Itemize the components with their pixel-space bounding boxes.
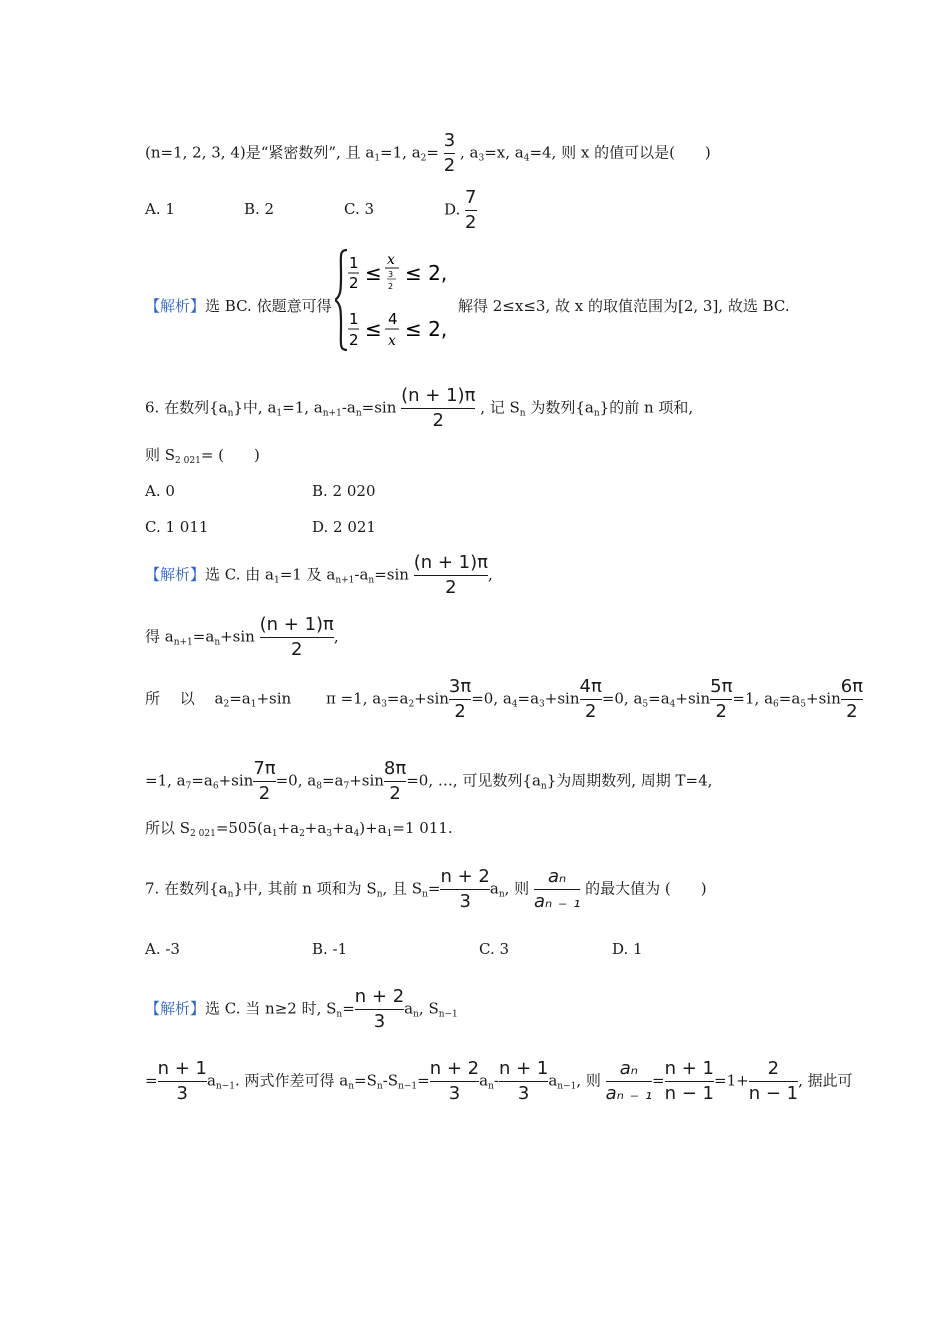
- fraction-n-plus-2-over-3: $\frac{n + 2}{3}$: [440, 866, 490, 912]
- svg-text:3: 3: [388, 270, 394, 279]
- q5-option-d: D. $\frac{7}{2}$: [444, 187, 477, 233]
- fraction-n-plus-1-over-3: $\frac{n + 1}{3}$: [498, 1058, 549, 1104]
- fraction-2-over-n-minus-1: $\frac{2}{n - 1}$: [748, 1058, 799, 1104]
- svg-text:4: 4: [388, 310, 398, 328]
- q7-option-a: A. -3: [145, 940, 180, 958]
- q7-stem-line: 7. 在数列$\{a_n\}$中, 其前 n 项和为 $S_n$, 且 $S_n=$ $\frac{n + 2}{3}$ $a_n$, 则 $\frac{\text{aₙ}}{\text{aₙ ₋ ₁}}$ 的最大值为 ( ): [145, 866, 707, 912]
- fraction-sin-arg: $\frac{(n + 1)\pi}{2}$: [259, 614, 334, 660]
- fraction-sin-arg: $\frac{(n + 1)\pi}{2}$: [401, 385, 476, 431]
- q6-option-a: A. 0: [145, 482, 175, 500]
- fraction-5pi-over-2: $\frac{5\pi}{2}$: [710, 676, 733, 722]
- q5-stem-line: (n=1, 2, 3, 4)是“紧密数列”, 且 $a_1=1$, $a_2=$ $\frac{3}{2}$ , $a_3=x$, $a_4=4$, 则 x 的值可以是( ): [145, 130, 711, 176]
- svg-text:≤ 2,: ≤ 2,: [405, 317, 448, 341]
- fraction-an-over-an-minus-1: $\frac{\text{aₙ}}{\text{aₙ ₋ ₁}}$: [605, 1058, 653, 1104]
- q5-option-b: B. 2: [244, 200, 275, 218]
- q6-solution-line-2: 得 $a_{n+1}=a_n+\sin$ $\frac{(n + 1)\pi}{2}$ ,: [145, 614, 339, 660]
- q6-option-d: D. 2 021: [312, 518, 376, 536]
- fraction-n-plus-1-over-3: $\frac{n + 1}{3}$: [157, 1058, 207, 1104]
- fraction-7-over-2: $\frac{7}{2}$: [465, 187, 477, 233]
- svg-text:1: 1: [349, 254, 359, 272]
- q5-inequality-system: [335, 246, 455, 356]
- q7-option-d: D. 1: [612, 940, 643, 958]
- q7-option-b: B. -1: [312, 940, 348, 958]
- fraction-8pi-over-2: $\frac{8\pi}{2}$: [383, 758, 407, 804]
- svg-text:2: 2: [349, 274, 359, 292]
- q6-solution-line-4: =1, $a_7=a_6+\sin$ $\frac{7\pi}{2}$ =0, $a_8=a_7+\sin$ $\frac{8\pi}{2}$ =0, …, 可见数列$\{a_n\}$为周期数列, 周期 T=4,: [145, 758, 713, 804]
- q5-solution: 【解析】选 BC. 依题意可得: [145, 297, 332, 315]
- svg-text:2: 2: [349, 331, 359, 349]
- analysis-tag: 【解析】: [145, 999, 206, 1018]
- svg-text:≤: ≤: [365, 261, 382, 285]
- fraction-n-plus-2-over-3: $\frac{n + 2}{3}$: [354, 986, 405, 1032]
- q6-option-b: B. 2 020: [312, 482, 376, 500]
- q6-solution-line-3: 所 以 $a_2=a_1+\sin$ π =1, $a_3=a_2+\sin$ $\frac{3\pi}{2}$ =0, $a_4=a_3+\sin$ $\frac{4\pi}{2}$ =0, $a_5=a_4+\sin$ $\frac{5\pi}{2}$ =1, $a_6=a_5+\sin$ $\frac{6\pi}{2}$: [145, 676, 864, 722]
- svg-text:x: x: [387, 252, 395, 268]
- svg-text:2: 2: [388, 282, 394, 291]
- q6-stem-line: 6. 在数列$\{a_n\}$中, $a_1=1$, $a_{n+1}-a_n=\sin$ $\frac{(n + 1)\pi}{2}$ , 记 $S_n$ 为数列$\{a_n\}$的前 n 项和,: [145, 385, 694, 431]
- analysis-tag: 【解析】: [145, 297, 206, 315]
- svg-text:x: x: [388, 333, 396, 349]
- q6-solution-line-1: 【解析】选 C. 由 $a_1=1$ 及 $a_{n+1}-a_n=\sin$ $\frac{(n + 1)\pi}{2}$ ,: [145, 552, 493, 598]
- fraction-3pi-over-2: $\frac{3\pi}{2}$: [448, 676, 472, 722]
- q7-solution-line-1: 【解析】选 C. 当 n≥2 时, $S_n=$ $\frac{n + 2}{3}$ $a_n$, $S_{n-1}$: [145, 986, 458, 1032]
- q6-solution-line-5: 所以 $S_{2 021}=505(a_1+a_2+a_3+a_4)+a_1=1$ 011.: [145, 819, 453, 839]
- q6-stem-line-2: 则 $S_{2 021}=$ ( ): [145, 446, 260, 466]
- q7-option-c: C. 3: [479, 940, 510, 958]
- analysis-tag: 【解析】: [145, 565, 206, 584]
- fraction-7pi-over-2: $\frac{7\pi}{2}$: [253, 758, 276, 804]
- fraction-n-plus-1-over-n-minus-1: $\frac{n + 1}{n - 1}$: [664, 1058, 715, 1104]
- q5-option-c: C. 3: [344, 200, 375, 218]
- q5-solution-result: 解得 2≤x≤3, 故 x 的取值范围为[2, 3], 故选 BC.: [458, 297, 790, 315]
- svg-text:≤ 2,: ≤ 2,: [405, 261, 448, 285]
- fraction-an-over-an-minus-1: $\frac{\text{aₙ}}{\text{aₙ ₋ ₁}}$: [533, 866, 581, 912]
- fraction-n-plus-2-over-3: $\frac{n + 2}{3}$: [429, 1058, 480, 1104]
- fraction-sin-arg: $\frac{(n + 1)\pi}{2}$: [413, 552, 488, 598]
- q6-option-c: C. 1 011: [145, 518, 209, 536]
- fraction-6pi-over-2: $\frac{6\pi}{2}$: [840, 676, 864, 722]
- svg-text:≤: ≤: [365, 317, 382, 341]
- svg-text:1: 1: [349, 310, 359, 328]
- q7-solution-line-2: = $\frac{n + 1}{3}$ $a_{n-1}$. 两式作差可得 $a_n=S_n-S_{n-1}=$ $\frac{n + 2}{3}$ $a_n-$ $\frac{n + 1}{3}$ $a_{n-1}$, 则 $\frac{\text{aₙ}}{\text{aₙ ₋ ₁}}$ = $\frac{n + 1}{n - 1}$ =1+ $\frac{2}{n - 1}$ , 据此可: [145, 1058, 853, 1104]
- fraction-3-over-2: $\frac{3}{2}$: [443, 130, 456, 176]
- q5-option-a: A. 1: [145, 200, 175, 218]
- fraction-4pi-over-2: $\frac{4\pi}{2}$: [579, 676, 602, 722]
